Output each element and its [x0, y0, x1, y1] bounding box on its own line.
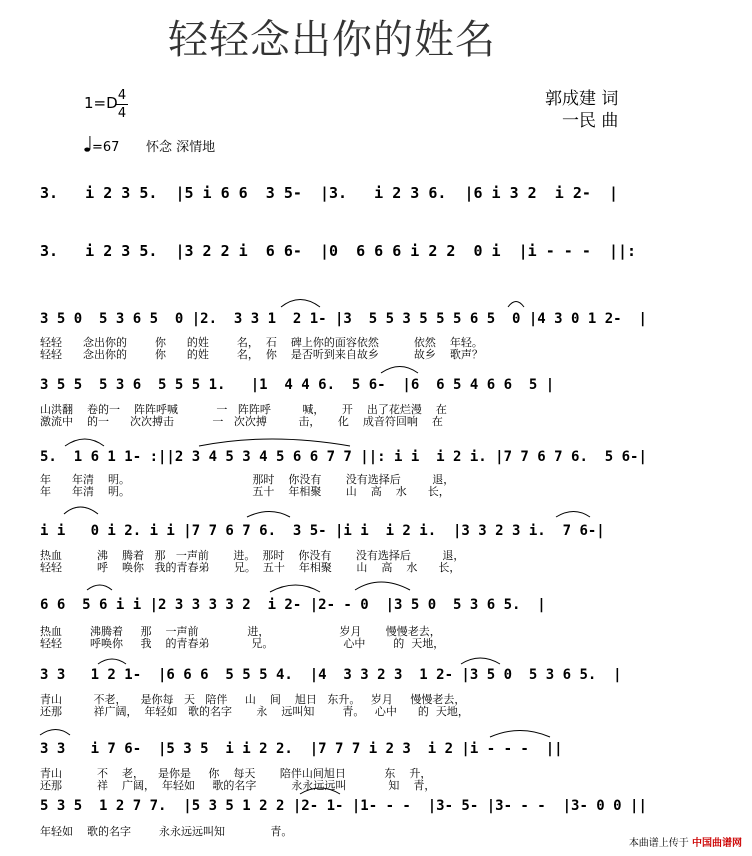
- lyric-line: 青山 不老， 是你每 天 陪伴 山 间 旭日 东升。 岁月 慢慢老去，: [40, 693, 466, 706]
- lyric-line: 年 年清 明。 五十 年相聚 山 高 水 长，: [40, 485, 450, 498]
- lyric-line: 年轻如 歌的名字 永永远远叫知 青。: [40, 825, 293, 838]
- lyric-line: 轻轻 呼唤你 我 的青春弟 兄。 心中 的 天地，: [40, 637, 445, 650]
- footer-prefix: 本曲谱上传于: [628, 838, 689, 849]
- lyric-line: 轻轻 念出你的 你 的姓 名， 石 碑上你的面容依然 依然 年轻。: [40, 336, 483, 349]
- key-signature: 1=D: [84, 94, 118, 112]
- song-title: 轻轻念出你的姓名: [168, 17, 496, 63]
- footer-site-logo: 中国曲谱网: [692, 838, 742, 849]
- time-sig-bottom: 4: [117, 106, 127, 121]
- lyric-line: 热血 沸腾着 那 一声前 进， 岁月 慢慢老去，: [40, 625, 441, 638]
- expression-marking: 怀念 深情地: [146, 140, 216, 155]
- lyric-line: 还那 祥 广阔， 年轻如 歌的名字 永永远远叫 知 青，: [40, 779, 436, 792]
- lyric-line: 年 年清 明。 那时 你没有 没有选择后 退，: [40, 473, 455, 486]
- notation-line-2: 3. i 2 3 5. |3 2 2 i 6 6- |0 6 6 6 i 2 2 0 i |i - - - ||:: [40, 242, 637, 260]
- notation-line-3: 3 5 0 5 3 6 5 0 |2. 3 3 1 2 1- |3 5 5 3 5 5 5 6 5 0 |4 3 0 1 2- |: [40, 311, 647, 327]
- notation-line-10: 5 3 5 1 2 7 7. |5 3 5 1 2 2 |2- 1- |1- - - |3- 5- |3- - - |3- 0 0 ||: [40, 798, 647, 814]
- notation-line-1: 3. i 2 3 5. |5 i 6 6 3 5- |3. i 2 3 6. |6 i 3 2 i 2- |: [40, 184, 618, 202]
- lyric-line: 热血 沸 腾着 那 一声前 进。 那时 你没有 没有选择后 退，: [40, 549, 465, 562]
- lyric-line: 轻轻 念出你的 你 的姓 名， 你 是否听到来自故乡 故乡 歌声？: [40, 348, 483, 361]
- time-sig-top: 4: [117, 88, 127, 103]
- lyric-line: 轻轻 呼 唤你 我的青春弟 兄。 五十 年相聚 山 高 水 长，: [40, 561, 461, 574]
- notation-line-5: 5. 1 6 1 1- :||2 3 4 5 3 4 5 6 6 7 7 ||: i i i 2 i. |7 7 6 7 6. 5 6-|: [40, 449, 647, 465]
- lyric-line: 青山 不 老， 是你是 你 每天 陪伴山间旭日 东 升，: [40, 767, 432, 780]
- composer-credit: 一民 曲: [562, 111, 619, 131]
- lyric-line: 激流中 的一 次次搏击 一 次次搏 击， 化 成音符回响 在: [40, 415, 443, 428]
- notation-line-4: 3 5 5 5 3 6 5 5 5 1. |1 4 4 6. 5 6- |6 6 5 4 6 6 5 |: [40, 377, 555, 393]
- lyric-line: 山洪翻 卷的一 阵阵呼喊 一 阵阵呼 喊， 开 出了花烂漫 在: [40, 403, 447, 416]
- lyricist-credit: 郭成建 词: [545, 89, 619, 109]
- lyric-line: 还那 祥广阔， 年轻如 歌的名字 永 远叫知 青。 心中 的 天地，: [40, 705, 469, 718]
- notation-line-7: 6 6 5 6 i i |2 3 3 3 3 2 i 2- |2- - 0 |3 5 0 5 3 6 5. |: [40, 597, 546, 613]
- footer-watermark: [629, 834, 742, 849]
- notation-line-8: 3 3 1 2 1- |6 6 6 5 5 5 4. |4 3 3 2 3 1 2- |3 5 0 5 3 6 5. |: [40, 667, 622, 683]
- tempo-marking: =67: [92, 140, 120, 155]
- notation-line-9: 3 3 i 7 6- |5 3 5 i i 2 2. |7 7 7 i 2 3 i 2 |i - - - ||: [40, 741, 563, 757]
- notation-line-6: i i 0 i 2. i i |7 7 6 7 6. 3 5- |i i i 2 i. |3 3 2 3 i. 7 6-|: [40, 523, 605, 539]
